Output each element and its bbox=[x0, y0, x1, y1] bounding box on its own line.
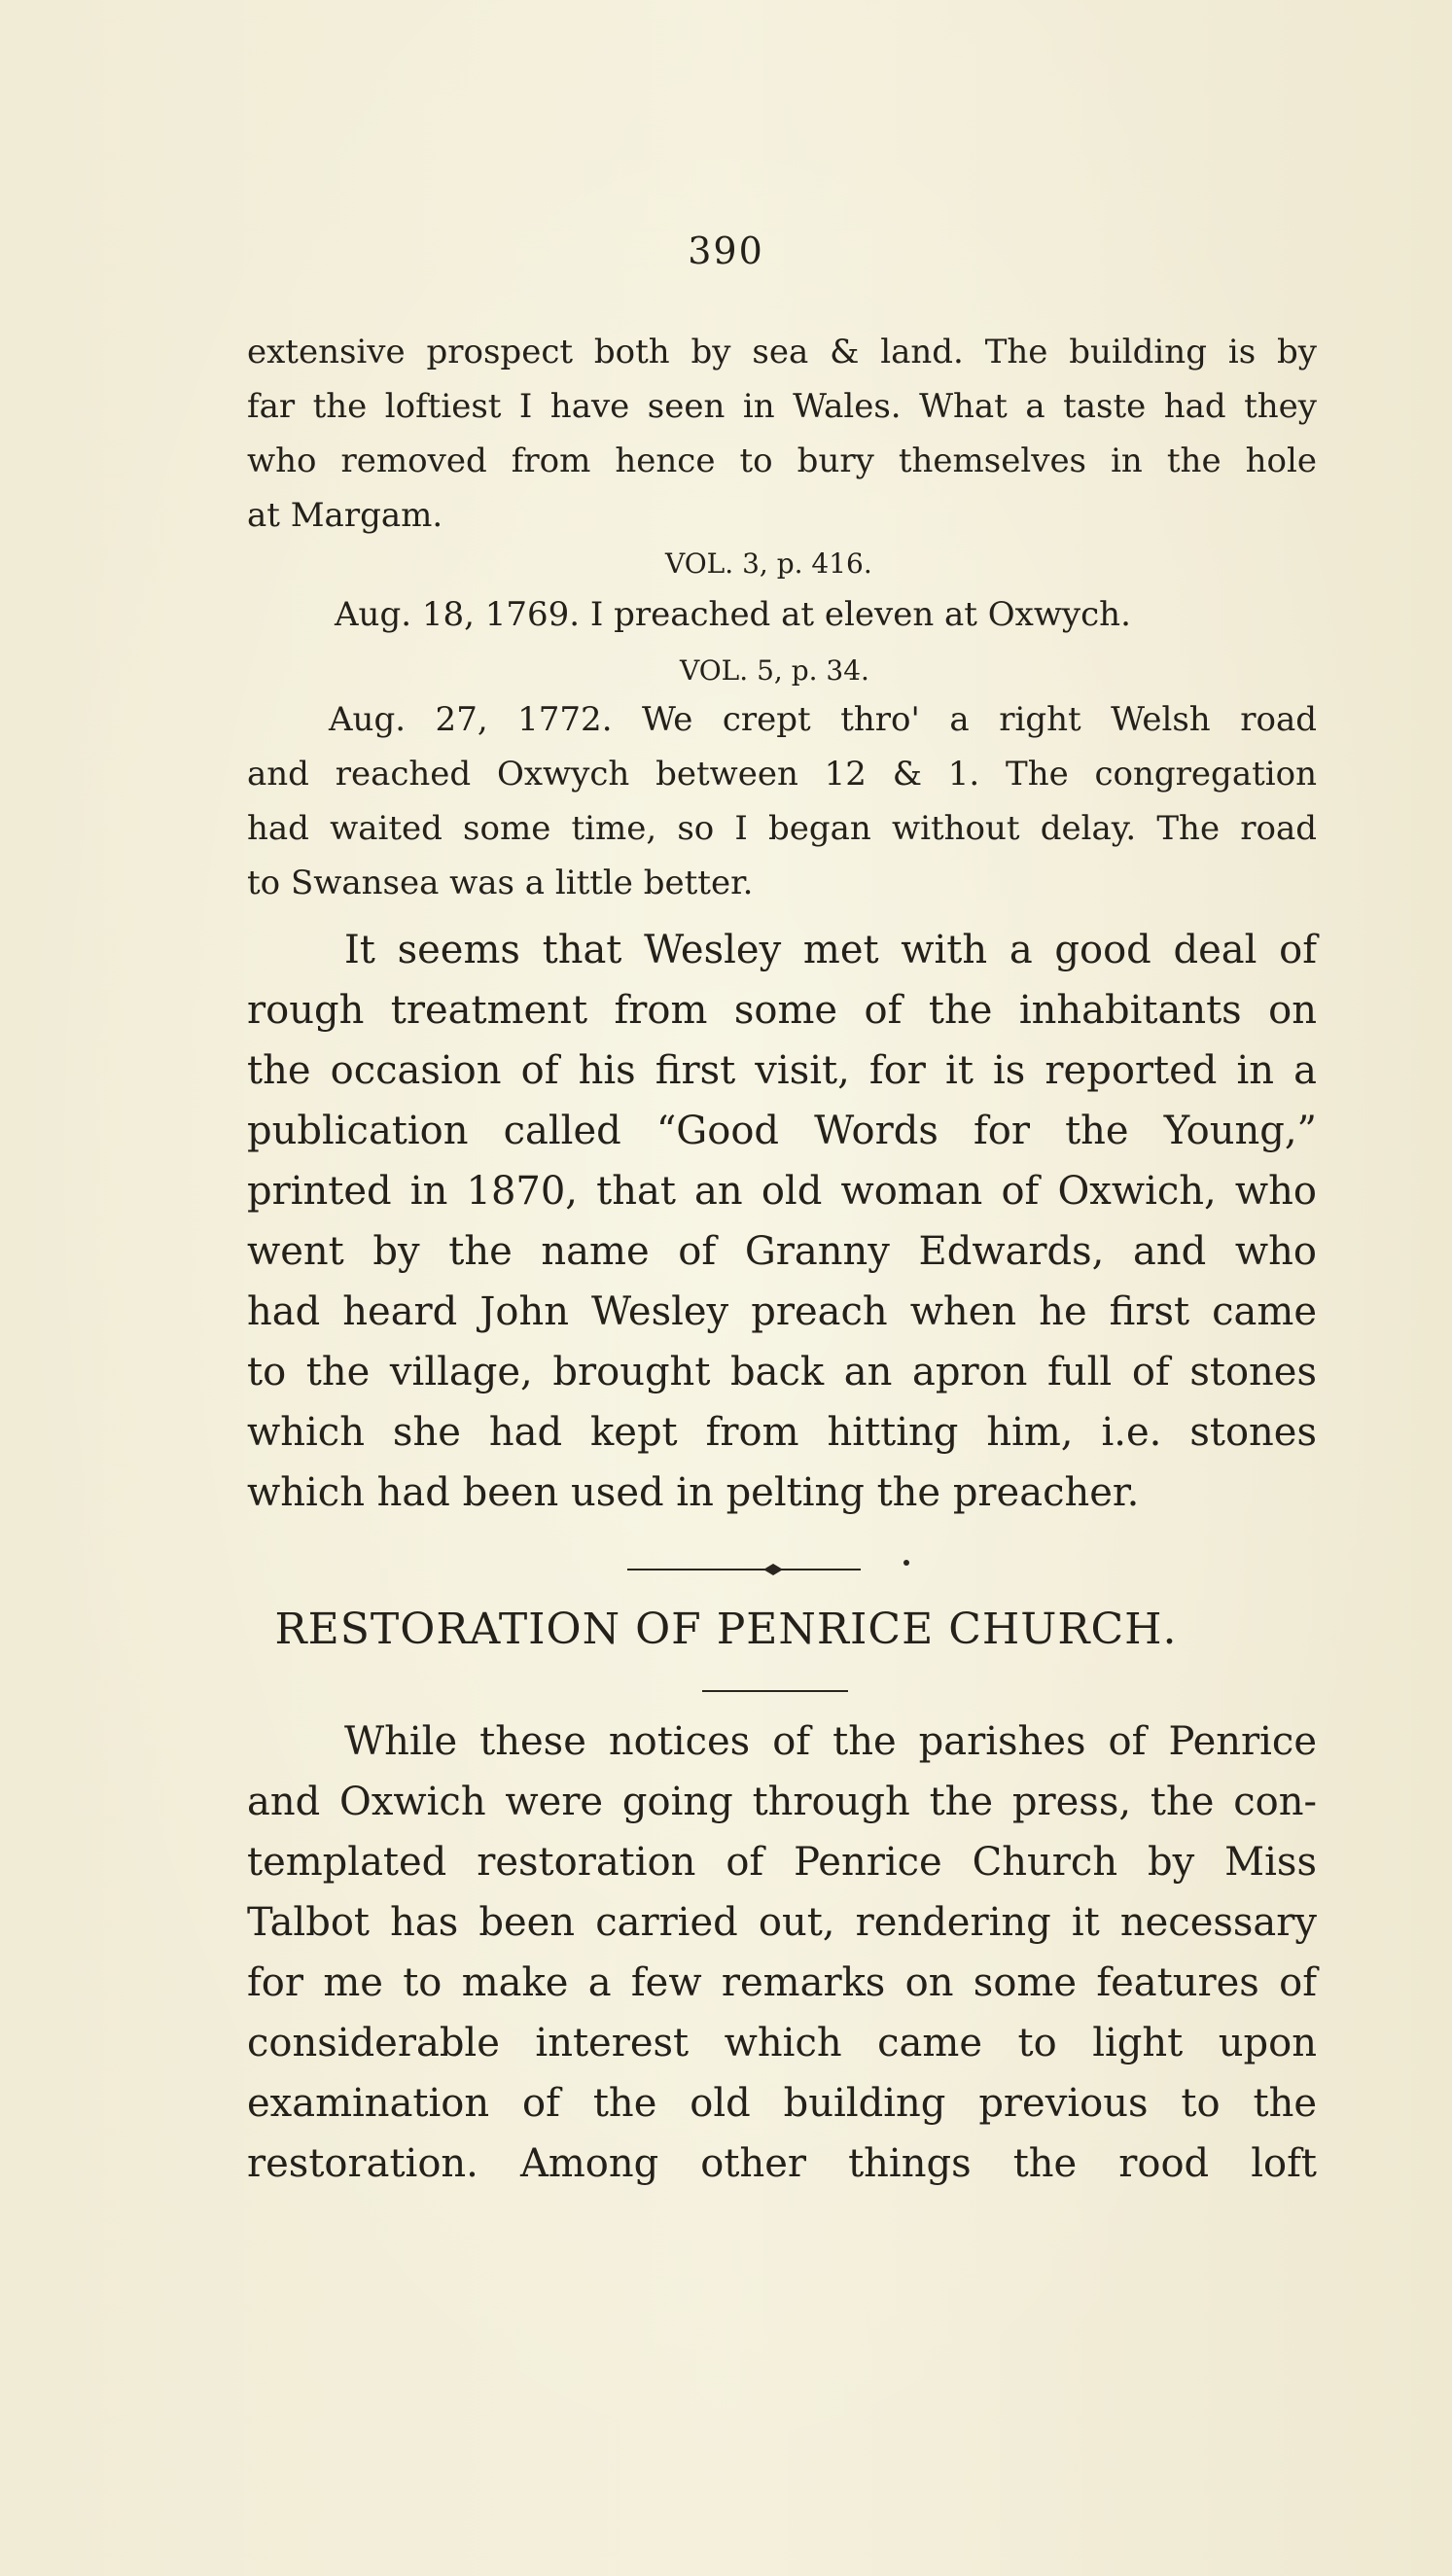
paragraph-line: which she had kept from hitting him, i.e. stones bbox=[247, 1410, 1317, 1455]
quote-line: at Margam. bbox=[247, 496, 443, 535]
paragraph-line: It seems that Wesley met with a good deal of bbox=[344, 928, 1317, 972]
paragraph-line: examination of the old building previous to the bbox=[247, 2081, 1317, 2126]
paragraph-line: templated restoration of Penrice Church by Miss bbox=[247, 1840, 1317, 1885]
section-title: RESTORATION OF PENRICE CHURCH. bbox=[274, 1605, 1178, 1654]
paragraph-line: While these notices of the parishes of Penrice bbox=[344, 1719, 1317, 1764]
paragraph-line: for me to make a few remarks on some features of bbox=[247, 1960, 1317, 2005]
paragraph-line: considerable interest which came to light upon bbox=[247, 2021, 1317, 2065]
paragraph-line: to the village, brought back an apron full of stones bbox=[247, 1350, 1317, 1394]
volume-reference: VOL. 3, p. 416. bbox=[665, 547, 872, 580]
title-underline bbox=[702, 1690, 848, 1692]
paragraph-line: went by the name of Granny Edwards, and who bbox=[247, 1229, 1317, 1274]
journal-entry-line: had waited some time, so I began without delay. The road bbox=[247, 809, 1317, 848]
paragraph-line: and Oxwich were going through the press, the con- bbox=[247, 1780, 1317, 1824]
paragraph-line: rough treatment from some of the inhabitants on bbox=[247, 988, 1317, 1033]
journal-entry-line: to Swansea was a little better. bbox=[247, 864, 754, 902]
volume-reference: VOL. 5, p. 34. bbox=[680, 654, 869, 687]
paragraph-line: printed in 1870, that an old woman of Oxwich, who bbox=[247, 1169, 1317, 1214]
quote-line: far the loftiest I have seen in Wales. What a taste had they bbox=[247, 387, 1317, 426]
paragraph-wesley-treatment bbox=[247, 920, 1317, 1523]
journal-entry: Aug. 18, 1769. I preached at eleven at Oxwych. bbox=[335, 595, 1131, 634]
paragraph-restoration bbox=[247, 1711, 1317, 2194]
paragraph-line: Talbot has been carried out, rendering it necessary bbox=[247, 1900, 1317, 1945]
quote-line: extensive prospect both by sea & land. The building is by bbox=[247, 333, 1317, 371]
paragraph-line: publication called “Good Words for the Young,” bbox=[247, 1109, 1317, 1153]
quote-line: who removed from hence to bury themselves in the hole bbox=[247, 441, 1317, 480]
paragraph-line: had heard John Wesley preach when he first came bbox=[247, 1289, 1317, 1334]
paragraph-line: restoration. Among other things the rood loft bbox=[247, 2141, 1317, 2186]
journal-entry-line: and reached Oxwych between 12 & 1. The congregation bbox=[247, 755, 1317, 794]
paragraph-line: which had been used in pelting the preacher. bbox=[247, 1470, 1140, 1515]
page-number: 390 bbox=[688, 229, 764, 272]
section-divider-ornament bbox=[627, 1560, 938, 1579]
paragraph-line: the occasion of his first visit, for it is reported in a bbox=[247, 1048, 1317, 1093]
wesley-journal-quote bbox=[247, 325, 1317, 910]
journal-entry-line: Aug. 27, 1772. We crept thro' a right Welsh road bbox=[329, 700, 1317, 739]
